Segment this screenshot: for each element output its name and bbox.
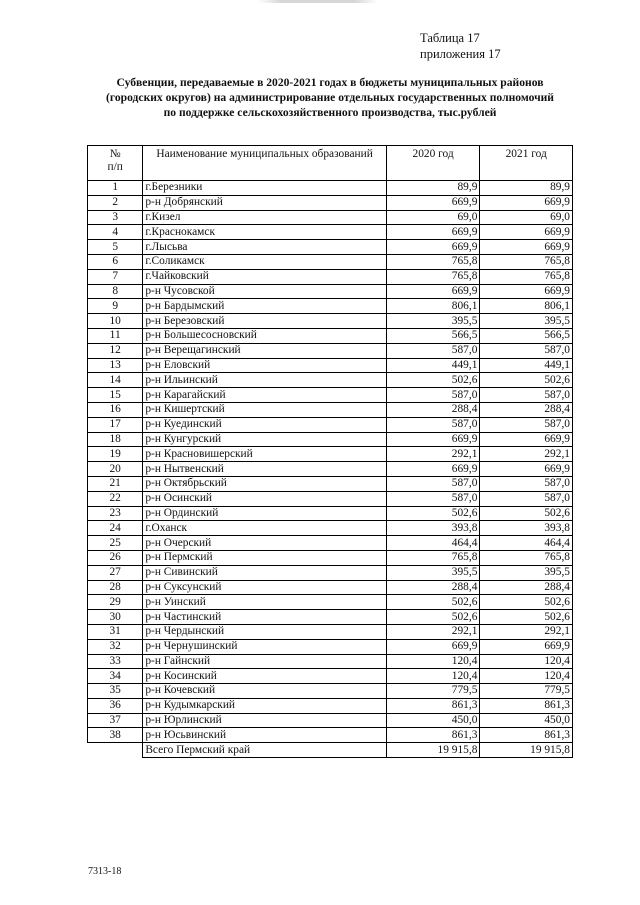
row-value-2020: 669,9 — [386, 462, 480, 477]
header-number — [88, 146, 143, 181]
table-row — [88, 328, 573, 343]
row-value-2021: 566,5 — [480, 328, 573, 343]
row-value-2021: 502,6 — [480, 373, 573, 388]
row-value-2020: 765,8 — [386, 550, 480, 565]
row-value-2020: 587,0 — [386, 388, 480, 403]
title-line-3: по поддержке сельскохозяйственного производства, тыс.рублей — [163, 106, 497, 119]
row-name: г.Краснокамск — [143, 225, 387, 240]
table-row — [88, 536, 573, 551]
row-number: 2 — [88, 195, 143, 210]
table-row — [88, 432, 573, 447]
row-value-2021: 669,9 — [480, 432, 573, 447]
table-row — [88, 610, 573, 625]
row-value-2020: 393,8 — [386, 521, 480, 536]
row-value-2020: 449,1 — [386, 358, 480, 373]
table-row — [88, 447, 573, 462]
row-value-2020: 120,4 — [386, 669, 480, 684]
row-value-2021: 765,8 — [480, 550, 573, 565]
row-name: р-н Чернушинский — [143, 639, 387, 654]
row-name: р-н Октябрьский — [143, 476, 387, 491]
header-number-pp: п/п — [107, 161, 123, 173]
row-number: 23 — [88, 506, 143, 521]
row-value-2020: 669,9 — [386, 284, 480, 299]
table-row — [88, 491, 573, 506]
table-row — [88, 299, 573, 314]
row-value-2021: 450,0 — [480, 713, 573, 728]
row-value-2020: 587,0 — [386, 343, 480, 358]
row-number: 28 — [88, 580, 143, 595]
row-name: р-н Нытвенский — [143, 462, 387, 477]
row-number: 5 — [88, 240, 143, 255]
table-row — [88, 476, 573, 491]
row-value-2021: 288,4 — [480, 580, 573, 595]
row-number: 6 — [88, 254, 143, 269]
row-value-2021: 292,1 — [480, 447, 573, 462]
row-name: р-н Большесосновский — [143, 328, 387, 343]
row-value-2021: 861,3 — [480, 698, 573, 713]
total-empty — [88, 743, 143, 758]
table-row — [88, 580, 573, 595]
row-value-2021: 587,0 — [480, 476, 573, 491]
row-value-2021: 502,6 — [480, 610, 573, 625]
row-value-2021: 587,0 — [480, 388, 573, 403]
row-number: 36 — [88, 698, 143, 713]
table-header-row — [88, 146, 573, 181]
row-number: 16 — [88, 402, 143, 417]
row-value-2020: 502,6 — [386, 373, 480, 388]
total-label: Всего Пермский край — [143, 743, 387, 758]
row-value-2021: 502,6 — [480, 595, 573, 610]
row-number: 30 — [88, 610, 143, 625]
row-name: р-н Березовский — [143, 314, 387, 329]
row-number: 8 — [88, 284, 143, 299]
scan-artifact-line — [258, 0, 378, 3]
table-row — [88, 595, 573, 610]
row-value-2020: 861,3 — [386, 728, 480, 743]
row-name: р-н Кочевский — [143, 684, 387, 699]
row-number: 3 — [88, 210, 143, 225]
row-value-2020: 288,4 — [386, 402, 480, 417]
table-row — [88, 462, 573, 477]
row-number: 33 — [88, 654, 143, 669]
row-name: р-н Юрлинский — [143, 713, 387, 728]
row-value-2020: 120,4 — [386, 654, 480, 669]
table-row — [88, 624, 573, 639]
table-row — [88, 210, 573, 225]
row-number: 35 — [88, 684, 143, 699]
row-value-2021: 806,1 — [480, 299, 573, 314]
row-number: 31 — [88, 624, 143, 639]
table-row — [88, 521, 573, 536]
table-row — [88, 550, 573, 565]
row-number: 15 — [88, 388, 143, 403]
row-value-2020: 292,1 — [386, 447, 480, 462]
row-number: 24 — [88, 521, 143, 536]
table-row — [88, 373, 573, 388]
row-value-2021: 861,3 — [480, 728, 573, 743]
row-number: 10 — [88, 314, 143, 329]
row-value-2021: 669,9 — [480, 462, 573, 477]
row-number: 34 — [88, 669, 143, 684]
row-value-2021: 587,0 — [480, 491, 573, 506]
row-name: р-н Косинский — [143, 669, 387, 684]
row-name: р-н Гайнский — [143, 654, 387, 669]
row-number: 14 — [88, 373, 143, 388]
row-number: 7 — [88, 269, 143, 284]
row-name: г.Кизел — [143, 210, 387, 225]
row-number: 22 — [88, 491, 143, 506]
table-body — [88, 181, 573, 758]
row-value-2020: 669,9 — [386, 240, 480, 255]
row-name: р-н Частинский — [143, 610, 387, 625]
row-value-2020: 806,1 — [386, 299, 480, 314]
row-number: 29 — [88, 595, 143, 610]
row-value-2021: 765,8 — [480, 254, 573, 269]
row-value-2020: 292,1 — [386, 624, 480, 639]
row-number: 19 — [88, 447, 143, 462]
row-name: р-н Добрянский — [143, 195, 387, 210]
table-total-row — [88, 743, 573, 758]
appendix-table-number: Таблица 17 — [420, 31, 480, 45]
row-value-2021: 669,9 — [480, 240, 573, 255]
table-row — [88, 225, 573, 240]
row-number: 25 — [88, 536, 143, 551]
total-value-2021: 19 915,8 — [480, 743, 573, 758]
row-value-2021: 288,4 — [480, 402, 573, 417]
row-number: 32 — [88, 639, 143, 654]
title-line-2: (городских округов) на администрирование отдельных государственных полномочий — [106, 91, 554, 104]
row-value-2021: 669,9 — [480, 195, 573, 210]
table-row — [88, 698, 573, 713]
table-row — [88, 684, 573, 699]
row-value-2020: 288,4 — [386, 580, 480, 595]
total-value-2020: 19 915,8 — [386, 743, 480, 758]
row-value-2020: 69,0 — [386, 210, 480, 225]
row-value-2020: 861,3 — [386, 698, 480, 713]
row-value-2021: 69,0 — [480, 210, 573, 225]
table-row — [88, 728, 573, 743]
table-row — [88, 181, 573, 196]
row-value-2020: 765,8 — [386, 269, 480, 284]
row-value-2021: 395,5 — [480, 565, 573, 580]
table-row — [88, 314, 573, 329]
row-name: р-н Куединский — [143, 417, 387, 432]
table-row — [88, 402, 573, 417]
row-number: 9 — [88, 299, 143, 314]
row-value-2021: 120,4 — [480, 669, 573, 684]
title-line-1: Субвенции, передаваемые в 2020-2021 годах в бюджеты муниципальных районов — [116, 76, 544, 89]
table-row — [88, 240, 573, 255]
row-value-2021: 502,6 — [480, 506, 573, 521]
table-row — [88, 343, 573, 358]
row-number: 12 — [88, 343, 143, 358]
table-row — [88, 654, 573, 669]
subsidies-table — [87, 145, 573, 758]
document-title — [80, 75, 580, 120]
row-name: р-н Кунгурский — [143, 432, 387, 447]
row-name: р-н Уинский — [143, 595, 387, 610]
row-number: 20 — [88, 462, 143, 477]
row-value-2020: 566,5 — [386, 328, 480, 343]
row-value-2021: 393,8 — [480, 521, 573, 536]
row-name: р-н Ильинский — [143, 373, 387, 388]
row-name: р-н Карагайский — [143, 388, 387, 403]
row-value-2020: 502,6 — [386, 506, 480, 521]
row-name: г.Оханск — [143, 521, 387, 536]
header-2020: 2020 год — [386, 146, 480, 181]
appendix-number: приложения 17 — [420, 47, 501, 61]
row-number: 26 — [88, 550, 143, 565]
row-name: р-н Пермский — [143, 550, 387, 565]
row-value-2021: 669,9 — [480, 639, 573, 654]
header-number-sign: № — [109, 148, 121, 160]
table-row — [88, 565, 573, 580]
row-number: 27 — [88, 565, 143, 580]
header-name: Наименование муниципальных образований — [143, 146, 387, 181]
row-name: г.Чайковский — [143, 269, 387, 284]
row-name: г.Соликамск — [143, 254, 387, 269]
row-value-2020: 464,4 — [386, 536, 480, 551]
table-row — [88, 284, 573, 299]
row-name: р-н Еловский — [143, 358, 387, 373]
row-value-2021: 464,4 — [480, 536, 573, 551]
row-name: р-н Красновишерский — [143, 447, 387, 462]
row-value-2020: 587,0 — [386, 417, 480, 432]
row-name: р-н Ординский — [143, 506, 387, 521]
row-name: р-н Юсьвинский — [143, 728, 387, 743]
row-value-2021: 779,5 — [480, 684, 573, 699]
header-2021: 2021 год — [480, 146, 573, 181]
table-row — [88, 417, 573, 432]
row-name: р-н Чердынский — [143, 624, 387, 639]
row-value-2020: 669,9 — [386, 225, 480, 240]
table-row — [88, 388, 573, 403]
table-row — [88, 269, 573, 284]
row-value-2020: 669,9 — [386, 195, 480, 210]
row-value-2020: 669,9 — [386, 432, 480, 447]
row-value-2020: 450,0 — [386, 713, 480, 728]
row-value-2021: 395,5 — [480, 314, 573, 329]
row-value-2020: 502,6 — [386, 610, 480, 625]
row-name: р-н Кудымкарский — [143, 698, 387, 713]
row-name: р-н Кишертский — [143, 402, 387, 417]
row-value-2021: 587,0 — [480, 343, 573, 358]
row-name: р-н Сивинский — [143, 565, 387, 580]
row-name: р-н Чусовской — [143, 284, 387, 299]
table-row — [88, 713, 573, 728]
row-value-2020: 765,8 — [386, 254, 480, 269]
row-number: 37 — [88, 713, 143, 728]
table-row — [88, 254, 573, 269]
row-name: г.Березники — [143, 181, 387, 196]
row-value-2020: 395,5 — [386, 565, 480, 580]
row-name: р-н Суксунский — [143, 580, 387, 595]
row-value-2020: 587,0 — [386, 491, 480, 506]
row-value-2021: 587,0 — [480, 417, 573, 432]
row-name: р-н Осинский — [143, 491, 387, 506]
row-value-2021: 449,1 — [480, 358, 573, 373]
row-value-2021: 292,1 — [480, 624, 573, 639]
table-row — [88, 195, 573, 210]
row-value-2021: 89,9 — [480, 181, 573, 196]
row-name: р-н Бардымский — [143, 299, 387, 314]
row-value-2021: 669,9 — [480, 225, 573, 240]
row-value-2021: 120,4 — [480, 654, 573, 669]
row-value-2020: 587,0 — [386, 476, 480, 491]
row-number: 21 — [88, 476, 143, 491]
row-number: 4 — [88, 225, 143, 240]
row-number: 38 — [88, 728, 143, 743]
table-row — [88, 669, 573, 684]
row-number: 13 — [88, 358, 143, 373]
row-value-2021: 669,9 — [480, 284, 573, 299]
row-number: 1 — [88, 181, 143, 196]
table-row — [88, 639, 573, 654]
row-value-2020: 89,9 — [386, 181, 480, 196]
row-number: 11 — [88, 328, 143, 343]
row-number: 17 — [88, 417, 143, 432]
row-value-2020: 669,9 — [386, 639, 480, 654]
row-value-2021: 765,8 — [480, 269, 573, 284]
table-row — [88, 506, 573, 521]
row-value-2020: 395,5 — [386, 314, 480, 329]
row-number: 18 — [88, 432, 143, 447]
row-value-2020: 502,6 — [386, 595, 480, 610]
row-name: р-н Очерский — [143, 536, 387, 551]
row-value-2020: 779,5 — [386, 684, 480, 699]
row-name: р-н Верещагинский — [143, 343, 387, 358]
row-name: г.Лысьва — [143, 240, 387, 255]
appendix-reference — [420, 30, 501, 62]
document-code: 7313-18 — [88, 866, 122, 877]
table-row — [88, 358, 573, 373]
